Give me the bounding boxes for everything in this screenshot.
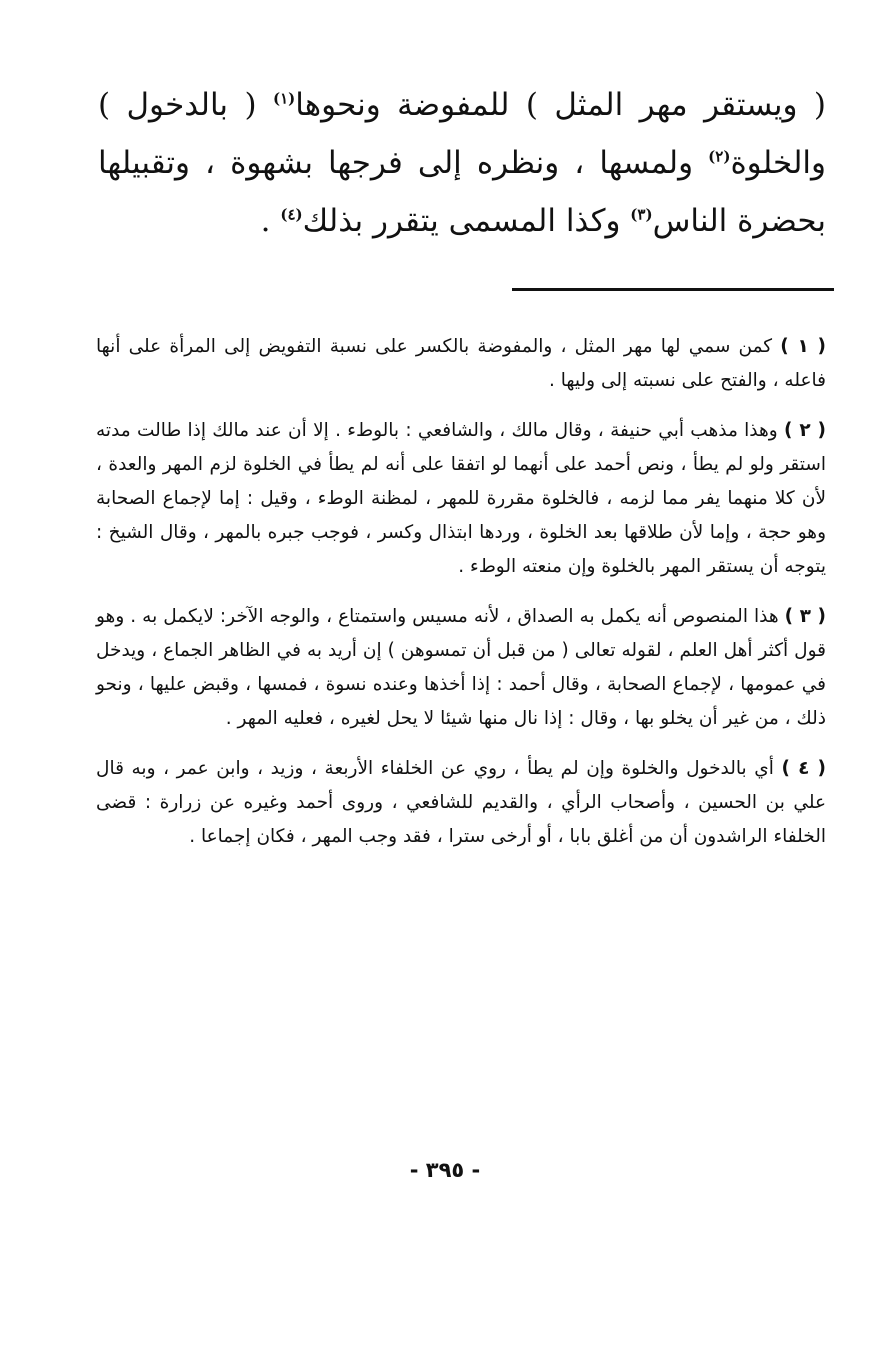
main-text-part-4: وكذا المسمى يتقرر بذلك xyxy=(302,203,631,239)
footnote-number: ( ٣ ) xyxy=(784,606,826,627)
footnote-1 xyxy=(96,330,826,398)
footnote-text: كمن سمي لها مهر المثل ، والمفوضة بالكسر على نسبة التفويض إلى المرأة على أنها فاعله ، والفتح على نسبته إلى وليها . xyxy=(96,336,826,391)
footnote-4 xyxy=(96,752,826,854)
main-text-part-1: ( ويستقر مهر المثل ) للمفوضة ونحوها xyxy=(295,87,826,123)
main-text-part-3: ولمسها ، ونظره إلى فرجها بشهوة ، وتقبيلها بحضرة الناس xyxy=(98,145,826,239)
footnote-text: هذا المنصوص أنه يكمل به الصداق ، لأنه مسيس واستمتاع ، والوجه الآخر: لايكمل به . وهو قول أكثر أهل العلم ، لقوله تعالى ( من قبل أن تمسوهن ) إن أريد به في الظاهر الجماع ، ويدخل في عمومها ، لإجماع الصحابة ، وقال أحمد : إذا أخذها وعنده نسوة ، فمسها ، وقبض عليها ، ونحو ذلك ، من غير أن يخلو بها ، وقال : إذا نال منها شيئا لا يحل لغيره ، فعليه المهر . xyxy=(96,606,826,729)
main-text-part-5: . xyxy=(260,203,281,239)
footnote-divider xyxy=(512,288,834,291)
footnote-text: وهذا مذهب أبي حنيفة ، وقال مالك ، والشافعي : بالوطء . إلا أن عند مالك إذا طالت مدته استقر ولو لم يطأ ، ونص أحمد على أنهما لو اتفقا على أنه لم يطأ في الخلوة لزم المهر والعدة ، لأن كلا منهما يفر مما لزمه ، فالخلوة مقررة للمهر ، لمظنة الوطء ، وقيل : إما لإجماع الصحابة وهو حجة ، وإما لأن طلاقها بعد الخلوة ، وردها ابتذال وكسر ، فوجب جبره بالمهر ، وقال الشيخ : يتوجه أن يستقر المهر بالخلوة وإن منعته الوطء . xyxy=(96,420,826,577)
footnote-text: أي بالدخول والخلوة وإن لم يطأ ، روي عن الخلفاء الأربعة ، وزيد ، وابن عمر ، وبه قال علي بن الحسين ، وأصحاب الرأي ، والقديم للشافعي ، وروى أحمد وغيره عن زرارة : قضى الخلفاء الراشدون أن من أغلق بابا ، أو أرخى سترا ، فقد وجب المهر ، فكان إجماعا . xyxy=(96,758,826,847)
footnote-number: ( ١ ) xyxy=(780,336,826,357)
footnote-2 xyxy=(96,414,826,584)
footnote-3 xyxy=(96,600,826,736)
main-text xyxy=(98,76,826,250)
page-number: - ٣٩٥ - xyxy=(409,1158,481,1182)
footnote-number: ( ٢ ) xyxy=(784,420,826,441)
footnote-ref-3: (٣) xyxy=(630,205,653,224)
footnote-ref-4: (٤) xyxy=(280,205,303,224)
main-text-part-2: ( بالدخول ) والخلوة xyxy=(98,87,826,181)
footnote-ref-2: (٢) xyxy=(708,147,731,166)
footnote-number: ( ٤ ) xyxy=(781,758,826,779)
footnotes xyxy=(96,330,826,854)
footnote-ref-1: (١) xyxy=(273,89,296,108)
